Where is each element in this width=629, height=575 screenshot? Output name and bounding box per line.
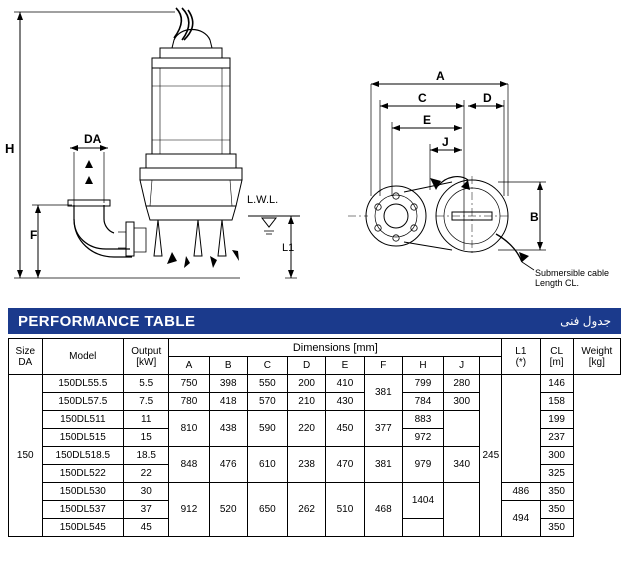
performance-table-header — [8, 308, 621, 334]
performance-table-title: PERFORMANCE TABLE — [18, 312, 196, 330]
header-weight — [573, 339, 620, 375]
cell-H: 979 — [403, 447, 444, 483]
cell-D: 262 — [287, 483, 325, 537]
header-E: E — [326, 357, 364, 375]
header-cl-line1: CL — [550, 345, 564, 357]
label-cable-line1: Submersible cable — [535, 268, 610, 278]
cell-model: 150DL515 — [42, 429, 124, 447]
label-F: F — [30, 228, 38, 242]
header-l1-line2: (*) — [515, 356, 527, 368]
header-C: C — [247, 357, 287, 375]
cell-F: 381 — [364, 447, 402, 483]
cell-A: 780 — [169, 393, 209, 411]
cell-F: 381 — [364, 375, 402, 411]
cell-H: 972 — [403, 429, 444, 447]
cell-output: 18.5 — [124, 447, 169, 465]
header-F: F — [364, 357, 402, 375]
header-cl — [540, 339, 573, 375]
header-model: Model — [42, 339, 124, 375]
cell-H: 1404 — [403, 483, 444, 519]
cell-model: 150DL522 — [42, 465, 124, 483]
cell-F: 468 — [364, 483, 402, 537]
cell-model: 150DL545 — [42, 519, 124, 537]
cell-E: 470 — [326, 447, 364, 483]
cell-weight: 325 — [540, 465, 573, 483]
cell-H: 799 — [403, 375, 444, 393]
table-body — [9, 375, 621, 537]
cell-A: 750 — [169, 375, 209, 393]
cell-output: 37 — [124, 501, 169, 519]
cell-output: 22 — [124, 465, 169, 483]
cell-E: 430 — [326, 393, 364, 411]
header-cl-line2: [m] — [549, 356, 564, 368]
cell-D: 238 — [287, 447, 325, 483]
cell-H: 883 — [403, 411, 444, 429]
label-A: A — [436, 69, 445, 83]
cell-output: 30 — [124, 483, 169, 501]
cell-C: 570 — [247, 393, 287, 411]
header-size — [9, 339, 43, 375]
header-weight-line1: Weight — [581, 345, 613, 357]
header-size-line2: DA — [18, 356, 33, 368]
cell-A: 810 — [169, 411, 209, 447]
cell-CL — [502, 375, 540, 483]
table-row — [9, 375, 621, 393]
cell-C: 650 — [247, 483, 287, 537]
cell-weight: 237 — [540, 429, 573, 447]
cell-output: 5.5 — [124, 375, 169, 393]
cell-C: 610 — [247, 447, 287, 483]
cell-weight: 158 — [540, 393, 573, 411]
cell-B: 438 — [209, 411, 247, 447]
cell-H: 784 — [403, 393, 444, 411]
cell-model: 150DL511 — [42, 411, 124, 429]
cell-weight: 350 — [540, 501, 573, 519]
cell-model: 150DL55.5 — [42, 375, 124, 393]
cell-H — [403, 519, 444, 537]
header-A: A — [169, 357, 209, 375]
cell-weight: 300 — [540, 447, 573, 465]
header-weight-line2: [kg] — [588, 356, 605, 368]
cell-weight: 199 — [540, 411, 573, 429]
cell-J — [443, 411, 480, 447]
cell-F: 377 — [364, 411, 402, 447]
header-output-line1: Output — [131, 345, 162, 357]
cell-model: 150DL57.5 — [42, 393, 124, 411]
cell-weight: 350 — [540, 483, 573, 501]
cell-model: 150DL518.5 — [42, 447, 124, 465]
cell-B: 418 — [209, 393, 247, 411]
header-output — [124, 339, 169, 375]
label-L1: L1 — [282, 242, 295, 254]
cell-CL: 494 — [502, 501, 540, 537]
table-group-header-row — [9, 339, 621, 357]
header-l1 — [502, 339, 540, 375]
cell-weight: 350 — [540, 519, 573, 537]
header-J: J — [443, 357, 480, 375]
cell-output: 45 — [124, 519, 169, 537]
header-size-line1: Size — [15, 345, 35, 357]
cell-B: 398 — [209, 375, 247, 393]
header-B: B — [209, 357, 247, 375]
cell-E: 510 — [326, 483, 364, 537]
label-B: B — [530, 210, 539, 224]
cell-CL: 486 — [502, 483, 540, 501]
cell-output: 11 — [124, 411, 169, 429]
table-row — [9, 483, 621, 501]
cell-weight: 146 — [540, 375, 573, 393]
cell-C: 590 — [247, 411, 287, 447]
cell-size: 150 — [9, 375, 43, 537]
cell-J: 340 — [443, 447, 480, 483]
cell-L1: 245 — [480, 375, 502, 537]
label-D: D — [483, 91, 492, 105]
cell-B: 520 — [209, 483, 247, 537]
cell-model: 150DL537 — [42, 501, 124, 519]
cell-output: 7.5 — [124, 393, 169, 411]
cell-A: 912 — [169, 483, 209, 537]
cell-model: 150DL530 — [42, 483, 124, 501]
performance-table-title-fa: جدول فنی — [560, 314, 611, 328]
cell-A: 848 — [169, 447, 209, 483]
label-LWL: L.W.L. — [247, 194, 279, 206]
cell-D: 200 — [287, 375, 325, 393]
label-C: C — [418, 91, 427, 105]
cell-output: 15 — [124, 429, 169, 447]
header-dimensions-group: Dimensions [mm] — [169, 339, 502, 357]
cell-J — [443, 483, 480, 537]
cell-E: 450 — [326, 411, 364, 447]
header-l1-line1: L1 — [515, 345, 527, 357]
performance-table — [8, 338, 621, 537]
label-J: J — [442, 135, 449, 149]
cell-B: 476 — [209, 447, 247, 483]
header-D: D — [287, 357, 325, 375]
cell-J: 280 — [443, 375, 480, 393]
cell-C: 550 — [247, 375, 287, 393]
header-output-line2: [kW] — [136, 356, 157, 368]
cell-D: 220 — [287, 411, 325, 447]
label-DA: DA — [84, 132, 102, 146]
cell-J: 300 — [443, 393, 480, 411]
header-H: H — [403, 357, 444, 375]
cell-D: 210 — [287, 393, 325, 411]
label-cable-line2: Length CL. — [535, 278, 580, 288]
cell-E: 410 — [326, 375, 364, 393]
label-H: H — [5, 141, 15, 156]
label-E: E — [423, 113, 432, 127]
